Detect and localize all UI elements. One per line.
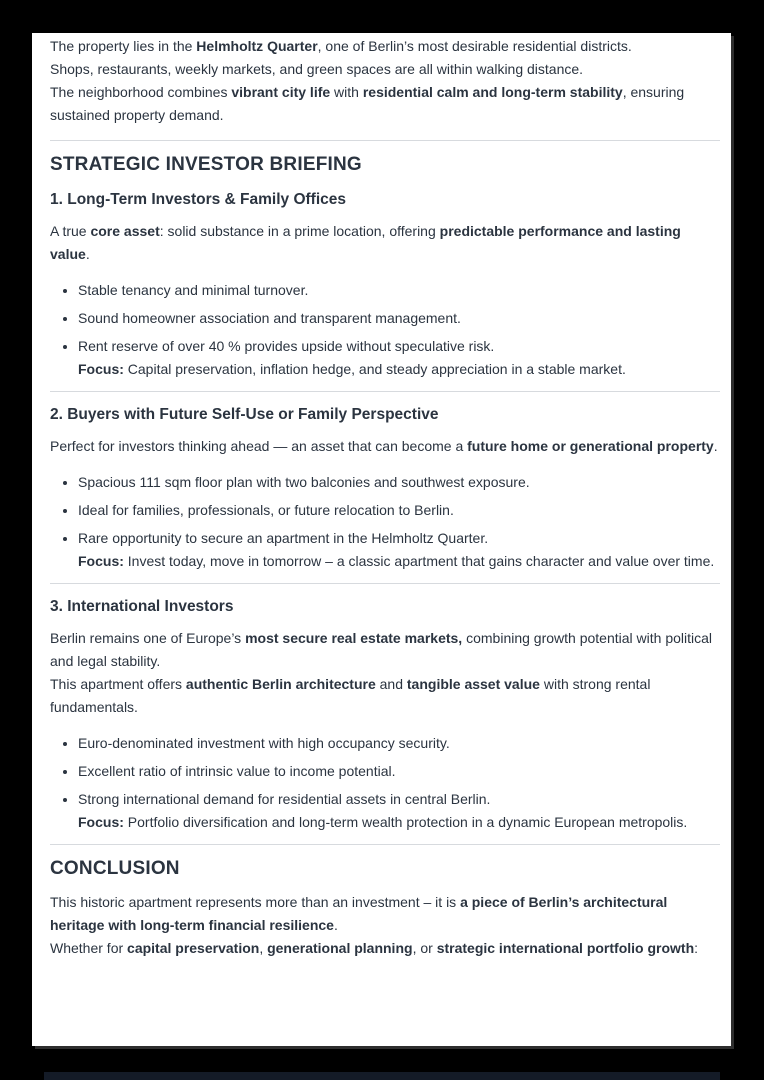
- section-2-heading: 2. Buyers with Future Self-Use or Family Perspective: [50, 406, 439, 423]
- section-3-lead: Berlin remains one of Europe’s most secure real estate markets, combining growth potential with political and legal stability. This apartment offers authentic Berlin architecture and tangible asset value with strong rental fundamentals.: [50, 630, 713, 715]
- section-1-heading: 1. Long-Term Investors & Family Offices: [50, 191, 347, 208]
- intro-paragraph: The property lies in the Helmholtz Quarter, one of Berlin’s most desirable residential districts. Shops, restaurants, weekly markets, and green spaces are all within walking distance. The neighborhood combines vibrant city life with residential calm and long-term stability, ensuring sustained property demand.: [50, 38, 685, 123]
- bullet-item: • Rare opportunity to secure an apartment in the Helmholtz Quarter. Focus: Invest today, move in tomorrow – a classic apartment that gains character and value over time.: [78, 527, 720, 573]
- bullet-item: • Spacious 111 sqm floor plan with two balconies and southwest exposure.: [78, 471, 720, 494]
- bullet-item: • Stable tenancy and minimal turnover.: [78, 279, 720, 302]
- section-divider: [50, 844, 720, 845]
- bullet-item: • Excellent ratio of intrinsic value to income potential.: [78, 760, 720, 783]
- bullet-item: • Strong international demand for residential assets in central Berlin. Focus: Portfolio diversification and long-term wealth protection in a dynamic European metropolis.: [78, 788, 720, 834]
- section-2-bullet-list: [50, 471, 720, 573]
- bullet-item: • Sound homeowner association and transparent management.: [78, 307, 720, 330]
- section-divider: [50, 140, 720, 141]
- section-divider: [50, 583, 720, 584]
- section-1-bullet-list: [50, 279, 720, 381]
- next-page-edge: [44, 1072, 720, 1080]
- section-1-lead: A true core asset: solid substance in a prime location, offering predictable performance and lasting value.: [50, 223, 681, 262]
- document-page: [32, 33, 731, 1046]
- section-2-lead: Perfect for investors thinking ahead — an asset that can become a future home or generational property.: [50, 438, 718, 454]
- bullet-item: • Rent reserve of over 40 % provides upside without speculative risk. Focus: Capital preservation, inflation hedge, and steady appreciation in a stable market.: [78, 335, 720, 381]
- section-divider: [50, 391, 720, 392]
- bullet-item: • Ideal for families, professionals, or future relocation to Berlin.: [78, 499, 720, 522]
- conclusion-heading: CONCLUSION: [50, 858, 180, 879]
- section-3-heading: 3. International Investors: [50, 598, 234, 615]
- conclusion-paragraph: This historic apartment represents more than an investment – it is a piece of Berlin’s architectural heritage with long-term financial resilience. Whether for capital preservation, generational planning, or strategic international portfolio growth:: [50, 894, 699, 956]
- section-3-bullet-list: [50, 732, 720, 834]
- bullet-item: • Euro-denominated investment with high occupancy security.: [78, 732, 720, 755]
- briefing-title: STRATEGIC INVESTOR BRIEFING: [50, 154, 362, 175]
